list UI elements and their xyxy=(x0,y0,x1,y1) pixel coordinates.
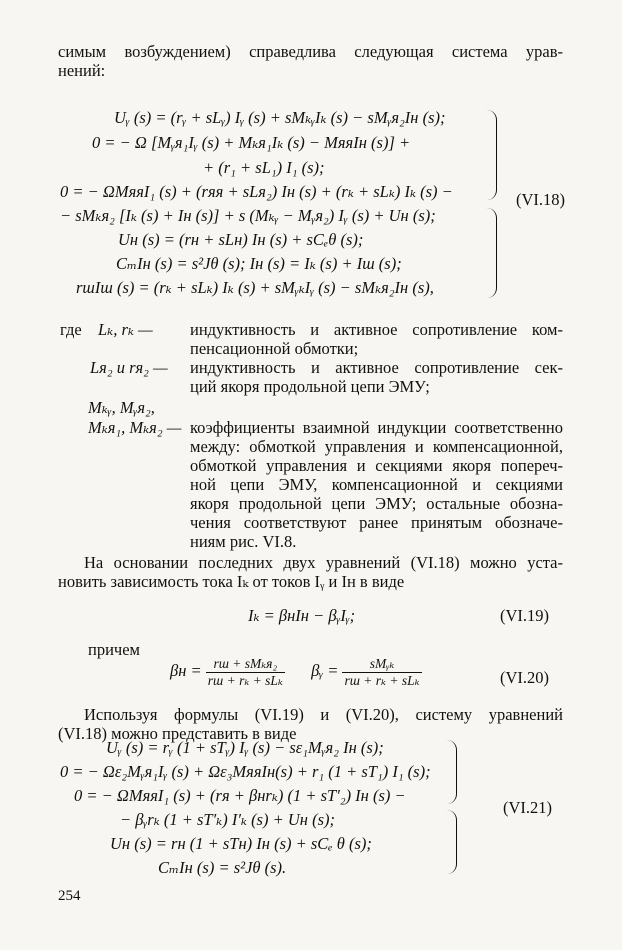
def-4-text-1: коэффициенты взаимной индукции соответственно xyxy=(190,418,563,437)
intro-paragraph xyxy=(58,42,563,81)
equation-system-vi21 xyxy=(58,738,563,888)
def-4-symbols: Mₖя₁, Mₖя₂ — xyxy=(88,418,182,437)
eq18-line-1: Uᵧ (s) = (rᵧ + sLᵧ) Iᵧ (s) + sMₖᵧIₖ (s) − sMᵧя₂Iн (s); xyxy=(114,108,446,127)
eq21-line-6: CₘIн (s) = s²Jθ (s). xyxy=(158,858,287,877)
def-2-text-1: индуктивность и активное сопротивление сек- xyxy=(190,358,563,377)
equation-system-vi18 xyxy=(58,108,566,308)
eq21-line-5: Uн (s) = rн (1 + sTн) Iн (s) + sCₑ θ (s); xyxy=(110,834,372,853)
def-3-symbols: Mₖᵧ, Mᵧя₂, xyxy=(88,398,155,417)
def-1-text-2: пенсационной обмотки; xyxy=(190,339,359,358)
eq-vi19: Iₖ = βнIн − βᵧIᵧ; xyxy=(248,606,356,625)
eq18-line-5: − sMₖя₂ [Iₖ (s) + Iн (s)] + s (Mₖᵧ − Mᵧя₂) Iᵧ (s) + Uн (s); xyxy=(60,206,436,225)
eq-number-vi18: (VI.18) xyxy=(516,190,566,209)
prichem-word: причем xyxy=(88,640,140,659)
eq18-line-3: + (r₁ + sL₁) I₁ (s); xyxy=(203,158,325,177)
definitions-block xyxy=(58,318,563,532)
para2-line-2: новить зависимость тока Iₖ от токов Iᵧ и Iн в виде xyxy=(58,572,405,592)
para3-line-2: (VI.18) можно представить в виде xyxy=(58,724,297,744)
eq18-line-8: rшIш (s) = (rₖ + sLₖ) Iₖ (s) + sMᵧₖIᵧ (s) − sMₖя₂Iн (s), xyxy=(76,278,434,297)
fraction-beta-n xyxy=(206,656,285,688)
def-4-line-3: ной цепи ЭМУ, компенсационной и секциями xyxy=(190,475,563,494)
def-4-line-6: ниям рис. VI.8. xyxy=(190,532,297,551)
eq-number-vi20: (VI.20) xyxy=(500,668,550,687)
def-2-symbols: Lя₂ и rя₂ — xyxy=(90,358,168,377)
where-label: где xyxy=(60,320,82,339)
def-1-symbols: Lₖ, rₖ — xyxy=(98,320,153,339)
eq21-line-4: − βᵧrₖ (1 + sT′ₖ) I′ₖ (s) + Uн (s); xyxy=(120,810,335,829)
right-brace-top-vi21 xyxy=(446,740,457,804)
intro-line-2: нений: xyxy=(58,61,106,81)
fraction-beta-n-denominator: rш + rₖ + sLₖ xyxy=(207,672,283,688)
eq21-line-3: 0 = − ΩMяяI₁ (s) + (rя + βнrₖ) (1 + sT′₂) Iн (s) − xyxy=(74,786,406,805)
right-brace-bottom-vi21 xyxy=(446,810,457,874)
def-1-text-1: индуктивность и активное сопротивление ком- xyxy=(190,320,563,339)
def-4-line-5: чения соответствуют ранее принятым обозначе- xyxy=(190,513,563,532)
beta-n-label: βн = xyxy=(170,660,202,680)
paragraph-2 xyxy=(58,553,563,592)
def-4-line-1: между: обмоткой управления и компенсационной, xyxy=(190,437,563,456)
def-2-text-2: ций якоря продольной цепи ЭМУ; xyxy=(190,377,430,396)
eq18-line-2: 0 = − Ω [Mᵧя₁Iᵧ (s) + Mₖя₁Iₖ (s) − MяяIн (s)] + xyxy=(92,133,411,152)
fraction-beta-y-denominator: rш + rₖ + sLₖ xyxy=(344,672,420,688)
def-4-line-4: якоря продольной цепи ЭМУ; остальные обозна- xyxy=(190,494,563,513)
fraction-beta-n-numerator: rш + sMₖя₂ xyxy=(206,656,285,673)
eq-vi20 xyxy=(170,656,422,688)
eq18-line-7: CₘIн (s) = s²Jθ (s); Iн (s) = Iₖ (s) + Iш (s); xyxy=(116,254,402,273)
beta-y-label: βᵧ = xyxy=(311,660,339,680)
eq18-line-4: 0 = − ΩMяяI₁ (s) + (rяя + sLя₂) Iн (s) + (rₖ + sLₖ) Iₖ (s) − xyxy=(60,182,453,201)
eq-number-vi19: (VI.19) xyxy=(500,606,550,625)
eq21-line-1: Uᵧ (s) = rᵧ (1 + sTᵧ) Iᵧ (s) − sε₁Mᵧя₂ Iн (s); xyxy=(106,738,384,757)
fraction-beta-y-numerator: sMᵧₖ xyxy=(342,656,421,673)
right-brace-bottom-vi18 xyxy=(486,208,497,298)
def-4-line-2: обмоткой управления и секциями якоря попереч- xyxy=(190,456,563,475)
page-number: 254 xyxy=(58,888,81,904)
para2-line-1: На основании последних двух уравнений (VI.18) можно уста- xyxy=(84,553,563,572)
eq-number-vi21: (VI.21) xyxy=(503,798,553,817)
para3-line-1: Используя формулы (VI.19) и (VI.20), систему уравнений xyxy=(84,705,563,724)
eq18-line-6: Uн (s) = (rн + sLн) Iн (s) + sCₑθ (s); xyxy=(118,230,364,249)
right-brace-top-vi18 xyxy=(486,110,497,200)
eq21-line-2: 0 = − Ωε₂Mᵧя₁Iᵧ (s) + Ωε₃MяяIн(s) + r₁ (1 + sT₁) I₁ (s); xyxy=(60,762,431,781)
intro-line-1: симым возбуждением) справедлива следующая система урав- xyxy=(58,42,563,61)
fraction-beta-y xyxy=(342,656,421,688)
